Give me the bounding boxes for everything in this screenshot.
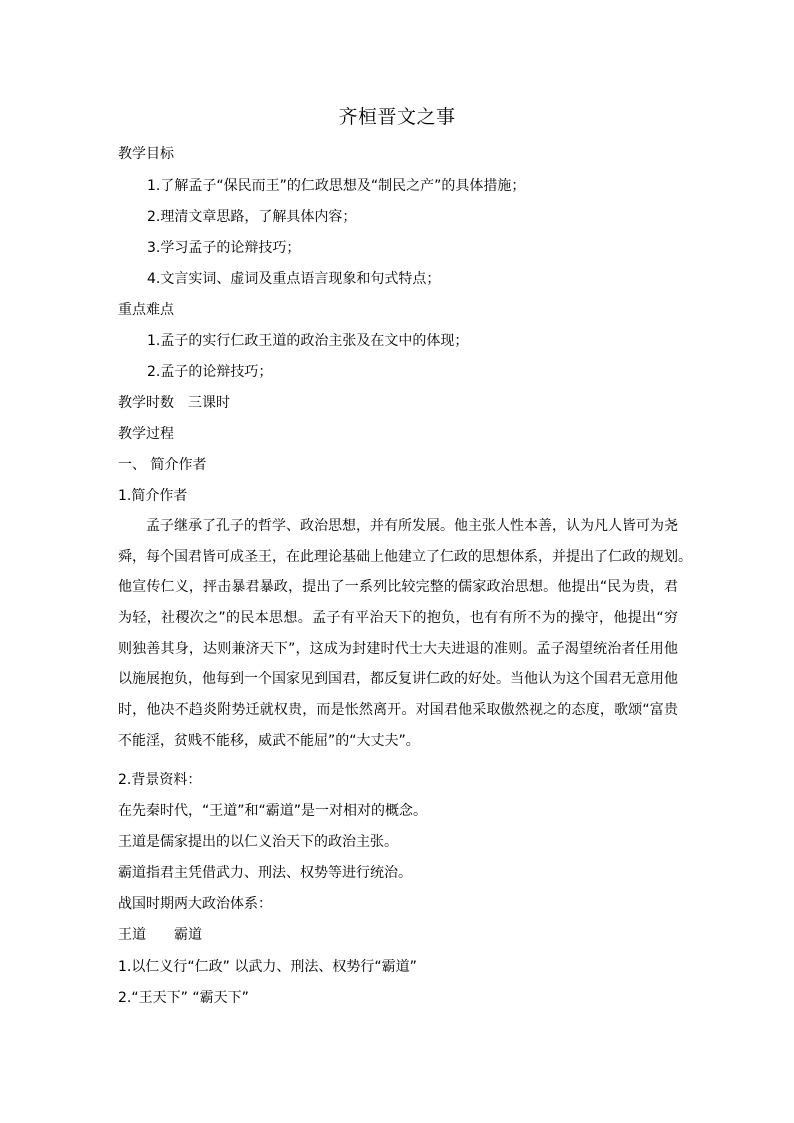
background-line-4: 战国时期两大政治体系： (118, 896, 272, 912)
key-point-item-1: 1.孟子的实行仁政王道的政治主张及在文中的体现； (147, 333, 469, 349)
paragraph-line: 为轻，社稷次之”的民本思想。孟子有平治天下的抱负，也有有所不为的操守，他提出“穷 (118, 610, 678, 627)
subsection-background: 2.背景资料： (118, 772, 202, 788)
author-intro-paragraph (118, 511, 692, 757)
background-line-2: 王道是儒家提出的以仁义治天下的政治主张。 (118, 834, 398, 850)
key-point-item-2: 2.孟子的论辩技巧； (147, 364, 273, 380)
heading-teaching-goals: 教学目标 (118, 146, 174, 162)
paragraph-line: 他宣传仁义，抨击暴君暴政，提出了一系列比较完整的儒家政治思想。他提出“民为贵，君 (118, 579, 678, 596)
heading-key-points: 重点难点 (118, 302, 174, 318)
document-title: 齐桓晋文之事 (338, 106, 456, 128)
goal-item-2: 2.理清文章思路，了解具体内容； (147, 209, 357, 225)
paragraph-line: 则独善其身，达则兼济天下”，这成为封建时代士大夫进退的准则。孟子渴望统治者任用他 (118, 640, 678, 657)
background-line-3: 霸道指君主凭借武力、刑法、权势等进行统治。 (118, 865, 412, 881)
goal-item-1: 1.了解孟子“保民而王”的仁政思想及“制民之产”的具体措施； (147, 178, 526, 194)
goal-item-3: 3.学习孟子的论辩技巧； (147, 240, 301, 256)
paragraph-line: 以施展抱负，他每到一个国家见到国君，都反复讲仁政的好处。当他认为这个国君无意用他 (118, 671, 678, 688)
comparison-row-1: 1.以仁义行“仁政” 以武力、刑法、权势行“霸道” (118, 959, 417, 975)
background-line-1: 在先秦时代，“王道”和“霸道”是一对相对的概念。 (118, 803, 428, 819)
paragraph-line: 孟子继承了孔子的哲学、政治思想，并有所发展。他主张人性本善，认为凡人皆可为尧 (146, 518, 678, 534)
paragraph-line: 时，他决不趋炎附势迁就权贵，而是怅然离开。对国君他采取傲然视之的态度，歌颂“富贵 (118, 702, 678, 719)
comparison-row-2: 2.“王天下” “霸天下” (118, 990, 249, 1006)
comparison-header: 王道 霸道 (118, 927, 202, 943)
section-author-intro: 一、 简介作者 (118, 457, 207, 473)
subsection-author-intro: 1.简介作者 (118, 488, 188, 504)
heading-teaching-process: 教学过程 (118, 426, 174, 442)
teaching-hours: 教学时数 三课时 (118, 395, 230, 411)
paragraph-line: 不能淫，贫贱不能移，威武不能屈”的“大丈夫”。 (118, 732, 420, 749)
goal-item-4: 4.文言实词、虚词及重点语言现象和句式特点； (147, 271, 441, 287)
paragraph-line: 舜，每个国君皆可成圣王，在此理论基础上他建立了仁政的思想体系，并提出了仁政的规划。 (118, 548, 692, 565)
